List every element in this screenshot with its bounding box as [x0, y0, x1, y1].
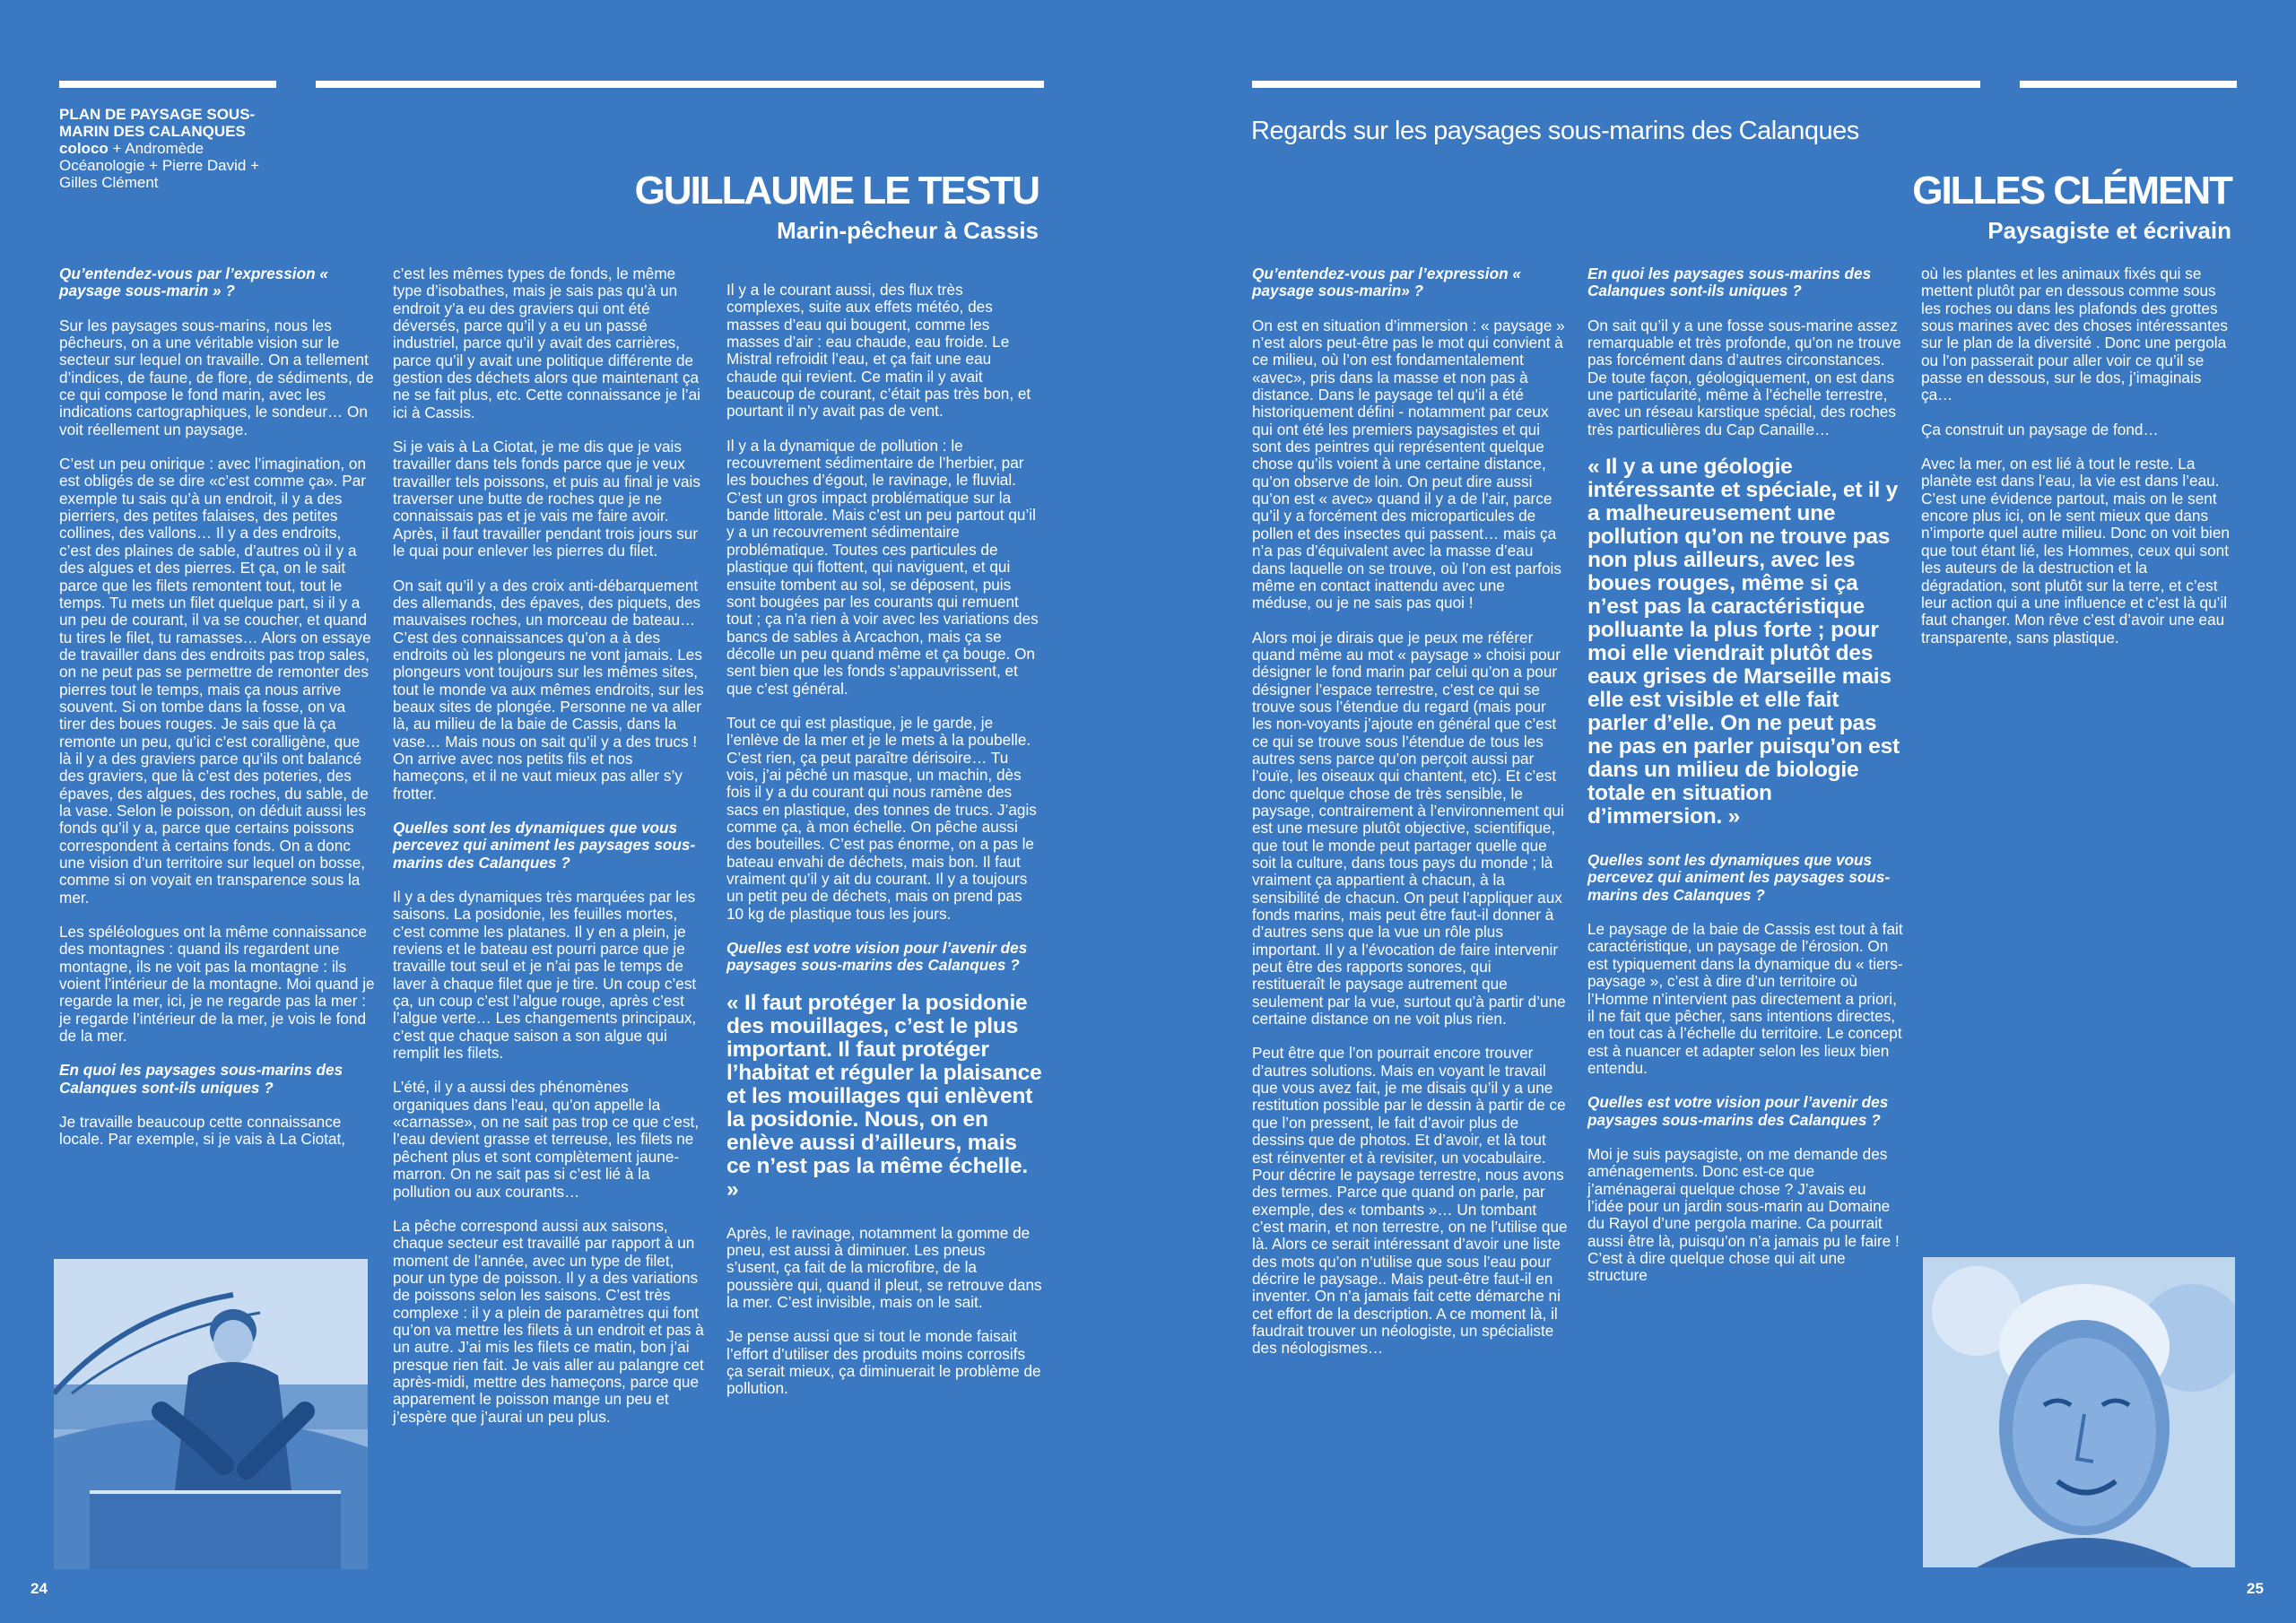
interviewee-name-right: GILLES CLÉMENT	[1912, 169, 2231, 213]
interviewee-name-left: GUILLAUME LE TESTU	[634, 169, 1039, 213]
page-number-left: 24	[30, 1580, 48, 1597]
paragraph: Peut être que l’on pourrait encore trouver d’autres solutions. Mais en voyant le travail que vous avez fait, je me disais qu’il y a une restitution possible par le dessin à partir de ce que l’on pressent, le fait d’avoir plus de dessins que de photos. Et d’avoir, et là tout est réinventer et à revisiter, un vocabulaire. Pour décrire le paysage terrestre, nous avons des termes. Parce que quand on parle, par exemple, des « tombants »… Un tombant c’est marin, et non terrestre, on ne l’utilise que là. Alors ce serait intéressant d’avoir une liste des mots qu’on n’utilise que sous l’eau pour décrire le paysage.. Mais peut-être faut-il en inventer. On n’a jamais fait cette démarche ni cet effort de la description. A ce moment là, il faudrait trouver un néologiste, un spécialiste des néologismes…	[1252, 1044, 1568, 1358]
paragraph: Alors moi je dirais que je peux me référer quand même au mot « paysage » choisi pour désigner le fond marin par celui qu’on a pour désigner l’espace terrestre, c’est ce qui se trouve sous l’étendue du regard (mais pour les non-voyants j’ajoute en général que c’est ce qui se trouve sous l’étendue de tous les autres sens parce qu’on perçoit aussi par l’ouïe, les oiseaux qui chantent, etc). Et c’est donc quelque chose de très sensible, le paysage, contrairement à l’environnement qui est une mesure plutôt objective, scientifique, que tout le monde peut partager quelle que soit la culture, dans tous pays du monde ; là vraiment ça appartient à chacun, à la sensibilité de chacun. On peut l’appliquer aux fonds marins, mais peut être faut-il donner à d’autres sens que la vue un rôle plus important. Il y a l’évocation de faire intervenir peut être des rapports sonores, qui restitueraît le paysage autrement que seulement par la vue, surtout qu’à partir d’une certaine distance on ne voit plus rien.	[1252, 628, 1566, 1028]
question: En quoi les paysages sous-marins des Calanques sont-ils uniques ?	[1587, 265, 1872, 300]
fisherman-illustration	[54, 1259, 368, 1569]
pull-quote: « Il y a une géologie intéressante et spéciale, et il y a malheureusement une pollution qu’on ne trouve pas non plus ailleurs, avec les boues rouges, même si ça n’est pas la caractéristique polluante la plus forte ; pour moi elle viendrait plutôt des eaux grises de Marseille mais elle est visible et elle fait parler d’elle. On ne peut pas ne pas en parler puisqu’on est dans un milieu de biologie totale en situation d’immersion. »	[1587, 455, 1900, 829]
left-column-1	[59, 265, 375, 1166]
credits-block	[59, 106, 283, 191]
paragraph: On sait qu’il y a une fosse sous-marine assez remarquable et très profonde, qu’on ne trouve pas forcément dans d’autres circonstances. De toute façon, géologiquement, on est dans une particularité, même à l’échelle terrestre, avec un réseau karstique spécial, des roches très particulières du Cap Canaille…	[1587, 316, 1901, 438]
question: En quoi les paysages sous-marins des Calanques sont-ils uniques ?	[59, 1061, 344, 1097]
right-column-3	[1921, 265, 2237, 664]
photo-portrait-elderly-man	[1923, 1257, 2235, 1567]
paragraph: Je travaille beaucoup cette connaissance locale. Par exemple, si je vais à La Ciotat,	[59, 1113, 346, 1149]
question: Quelles sont les dynamiques que vous percevez qui animent les paysages sous-marins des Calanques ?	[393, 818, 696, 872]
paragraph: c’est les mêmes types de fonds, le même type d’isobathes, mais je sais pas qu’à un endroit y’a eu des graviers qui ont été déversés, parce qu’il y a eu un passé industriel, parce qu’il y avait des carrières, parce qu’il y avait une politique différente de gestion des déchets alors que maintenant ça ne se fait plus, etc. Cette connaissance je l’ai ici à Cassis.	[393, 265, 700, 421]
credits-authors	[59, 140, 283, 191]
top-rule-right-short	[2020, 81, 2237, 88]
credits-rest: + Andromède Océanologie + Pierre David + Gilles Clément	[59, 140, 260, 191]
left-column-2	[393, 265, 709, 1443]
running-title: Regards sur les paysages sous-marins des Calanques	[1251, 117, 1859, 145]
photo-fisherman-on-boat	[54, 1259, 368, 1569]
question: Quelles sont les dynamiques que vous percevez qui animent les paysages sous-marins des Calanques ?	[1587, 851, 1891, 904]
paragraph: La pêche correspond aussi aux saisons, chaque secteur est travaillé par rapport à un moment de l’année, avec un type de filet, pour un type de poisson. Il y a des variations de poissons selon les saisons. C’est très complexe : il y a plein de paramètres qui font qu’on va mettre les filets à un endroit et pas à un autre. J’ai mis les filets ce matin, bon j’ai presque rien fait. Je vais aller au palangre cet après-midi, mettre des hameçons, parce que apparement le poisson mange un peu et j’espère que j’aurai un peu plus.	[393, 1216, 704, 1426]
question: Qu’entendez-vous par l’expression « paysage sous-marin » ?	[59, 265, 328, 300]
top-rule-left-short	[59, 81, 276, 88]
paragraph: où les plantes et les animaux fixés qui se mettent plutôt par en dessous comme sous les roches ou dans les plafonds des grottes sous marines avec des choses intéressantes sur le plan de la diversité . Donc une pergola ou l’on passerait pour aller voir ce qu’il se passe en dessous, sur le dos, j’imaginais ça…	[1921, 265, 2229, 404]
right-column-2	[1587, 265, 1903, 1302]
paragraph: On est en situation d’immersion : « paysage » n’est alors peut-être pas le mot qui convient à ce milieu, où l’on est fondamentalement «avec», pris dans la masse et non pas à distance. Dans le paysage tel qu’il a été historiquement défini - notamment par ceux qui ont été les premiers paysagistes et qui sont des peintres qui représentent quelque chose qu’ils voient à une certaine distance, qu’on observe de loin. On peut dire aussi qu’on est « avec» quand il y a de l’air, parce qu’il y a forcément des microparticules de pollen et des insectes qui passent… mais ça n’a pas d’équivalent avec la masse d’eau dans laquelle on se trouve, où l’on est parfois même en contact inattendu avec une méduse, ou je ne sais pas quoi !	[1252, 316, 1565, 612]
paragraph: Avec la mer, on est lié à tout le reste. La planète est dans l’eau, la vie est dans l’eau. C’est une évidence partout, mais on le sent encore plus ici, on le sent mieux que dans n’importe quel autre milieu. Donc on voit bien que tout étant lié, les Hommes, ceux qui sont les auteurs de la destruction et la dégradation, sont plutôt sur la terre, et c’est leur action qui a une influence et c’est là qu’il faut changer. Mon rêve c’est d’avoir une eau transparente, sans plastique.	[1921, 455, 2230, 647]
paragraph: Si je vais à La Ciotat, je me dis que je vais travailler dans tels fonds parce que je veux travailler tels poissons, et puis au final je vais traverser une butte de roches que je ne connaissais pas et je vais me faire avoir. Après, il faut travailler pendant trois jours sur le quai pour enlever les pierres du filet.	[393, 438, 700, 560]
top-rule-left-long	[316, 81, 1044, 88]
interviewee-role-left: Marin-pêcheur à Cassis	[777, 217, 1039, 244]
paragraph: Le paysage de la baie de Cassis est tout à fait caractéristique, un paysage de l’érosion. On est typiquement dans la dynamique du « tiers-paysage », c’est à dire d’un territoire où l’Homme n’intervient pas directement a priori, il ne fait que pêcher, sans intentions directes, en tout cas à l’échelle du territoire. Le concept est à nuancer et adapter selon les lieux bien entendu.	[1587, 920, 1903, 1077]
paragraph: Il y a le courant aussi, des flux très complexes, suite aux effets météo, des masses d’eau qui bougent, comme les masses d’air : eau chaude, eau froide. Le Mistral refroidit l’eau, et ça fait une eau chaude qui revient. Ce matin il y avait beaucoup de courant, c’était pas très bon, et pourtant il n’y avait pas de vent.	[726, 281, 1031, 421]
paragraph: On sait qu’il y a des croix anti-débarquement des allemands, des épaves, des piquets, des mauvaises roches, un morceau de bateau… C’est des connaissances qu’on a à des endroits où les plongeurs ne vont jamais. Les plongeurs vont toujours sur les mêmes sites, tout le monde va aux mêmes endroits, sur les beaux sites de plongée. Personne ne va aller là, au milieu de la baie de Cassis, dans la vase… Mais nous on sait qu’il y a des trucs ! On arrive avec nos petits fils et nos hameçons, et il ne vaut mieux pas aller s’y frotter.	[393, 576, 704, 803]
question: Qu’entendez-vous par l’expression « paysage sous-marin» ?	[1252, 265, 1521, 300]
paragraph: Sur les paysages sous-marins, nous les pêcheurs, on a une véritable vision sur le secteur sur lequel on travaille. On a tellement d’indices, de faune, de flore, de sédiments, de ce qui compose le fond marin, avec les indications cartographiques, le sondeur… On voit réellement un paysage.	[59, 316, 374, 438]
left-column-3	[726, 282, 1042, 1415]
paragraph: Après, le ravinage, notamment la gomme de pneu, est aussi à diminuer. Les pneus s’usent, ça fait de la microfibre, de la poussière qui, quand il pleut, se retrouve dans la mer. C’est invisible, mais on le sait.	[726, 1223, 1042, 1312]
top-rule-right-long	[1252, 81, 1980, 88]
paragraph: Il y a la dynamique de pollution : le recouvrement sédimentaire de l’herbier, par les bouches d’égout, le ravinage, le fluvial. C’est un gros impact problématique sur la bande littorale. Mais c’est un peu partout qu’il y a un recouvrement sédimentaire problématique. Toutes ces particules de plastique qui flottent, qui naviguent, et qui ensuite tombent au sol, se déposent, puis sont bougées par les courants qui remuent tout ; ça n’a rien à voir avec les variations des bancs de sables à Arcachon, mais ça se décolle un peu quand même et ça bouge. On sent bien que les fonds s’appauvrissent, et que c’est général.	[726, 436, 1039, 698]
paragraph: Les spéléologues ont la même connaissance des montagnes : quand ils regardent une montagne, ils ne voit pas la montagne : ils voient l’intérieur de la montagne. Moi quand je regarde la mer, ici, je ne regarde pas la mer : je regarde l’intérieur de la mer, je vois le fond de la mer.	[59, 923, 375, 1046]
paragraph: C’est un peu onirique : avec l’imagination, on est obligés de se dire «c’est comme ça». Par exemple tu sais qu’à un endroit, il y a des pierriers, des petites falaises, des petites collines, des vallons… Il y a des endroits, c’est des plaines de sable, d’autres où il y a des algues et des pierres. Et ça, on le sait parce que les filets remontent tout, tout le temps. Tu mets un filet quelque part, si il y a un peu de courant, il va se coucher, et quand tu tires le filet, tu ramasses… Alors on essaye de travailler dans des endroits pas trop sales, on ne peut pas se permettre de remonter des pierres tout le temps, mais ça nous arrive souvent. Si on tombe dans la fosse, on va tirer des boues rouges. Je sais que là ça remonte un peu, qu’ici c’est coralligène, que là il y a des graviers parce qu’ils ont balancé des graviers, que là c’est des poteries, des épaves, des algues, des roches, du sable, de la vase. Selon le poisson, on déduit aussi les fonds qu’il y a, parce que certains poissons correspondent à certains fonds. On a donc une vision d’un territoire sur lequel on bosse, comme si on voyait en transparence sous la mer.	[59, 455, 371, 907]
paragraph: Je pense aussi que si tout le monde faisait l’effort d’utiliser des produits moins corrosifs ça serait mieux, ça diminuerait le problème de pollution.	[726, 1327, 1041, 1398]
paragraph: Tout ce qui est plastique, je le garde, je l’enlève de la mer et je le mets à la poubelle. C’est rien, ça peut paraître dérisoire… Tu vois, j’ai pêché un masque, un machin, dès fois il y a du courant qui nous ramène des sacs en plastique, des tonnes de trucs. J’agis comme ça, à mon échelle. On pêche aussi des bouteilles. C’est pas énorme, on a pas le bateau envahi de déchets, mais bon. Il faut vraiment qu’il y ait du courant. Il y a toujours un petit peu de déchets, mais on prend pas 10 kg de plastique tous les jours.	[726, 713, 1037, 923]
page-number-right: 25	[2247, 1580, 2264, 1597]
question: Quelles est votre vision pour l’avenir des paysages sous-marins des Calanques ?	[1587, 1093, 1889, 1129]
interviewee-role-right: Paysagiste et écrivain	[1987, 217, 2231, 244]
credits-heading: PLAN DE PAYSAGE SOUS-MARIN DES CALANQUES	[59, 106, 256, 140]
right-column-1	[1252, 265, 1568, 1375]
paragraph: L’été, il y a aussi des phénomènes organiques dans l’eau, qu’on appelle la «carnasse», on ne sait pas trop ce que c’est, l’eau devient grasse et terreuse, les filets ne pêchent plus et sont complètement jaune-marron. On ne sait pas si c’est lié à la pollution ou aux courants…	[393, 1078, 700, 1201]
paragraph: Il y a des dynamiques très marquées par les saisons. La posidonie, les feuilles mortes, c’est comme les platanes. Il y en a plein, je reviens et le bateau est pourri parce que je travaille tout seul et je n’ai pas le temps de laver à chaque filet que je tire. Un coup c’est ça, un coup c’est l’algue rouge, après c’est l’algue verte… Les changements principaux, c’est que chaque saison a son algue qui remplit les filets.	[393, 888, 697, 1063]
question: Quelles est votre vision pour l’avenir des paysages sous-marins des Calanques ?	[726, 939, 1028, 975]
paragraph: Ça construit un paysage de fond…	[1921, 420, 2159, 438]
portrait-illustration	[1923, 1257, 2235, 1567]
paragraph: Moi je suis paysagiste, on me demande des aménagements. Donc est-ce que j’aménagerai quelque chose ? J’avais eu l’idée pour un jardin sous-marin au Domaine du Rayol d’une pergola marine. Ca pourrait aussi être là, puisqu’on n’a jamais pu le faire ! C’est à dire quelque chose qui ait une structure	[1587, 1144, 1900, 1285]
credits-lead: coloco	[59, 140, 109, 157]
pull-quote: « Il faut protéger la posidonie des mouillages, c’est le plus important. Il faut protéger l’habitat et réguler la plaisance et les mouillages qui enlèvent la posidonie. Nous, on en enlève aussi d’ailleurs, mais ce n’est pas la même échelle. »	[726, 990, 1042, 1202]
